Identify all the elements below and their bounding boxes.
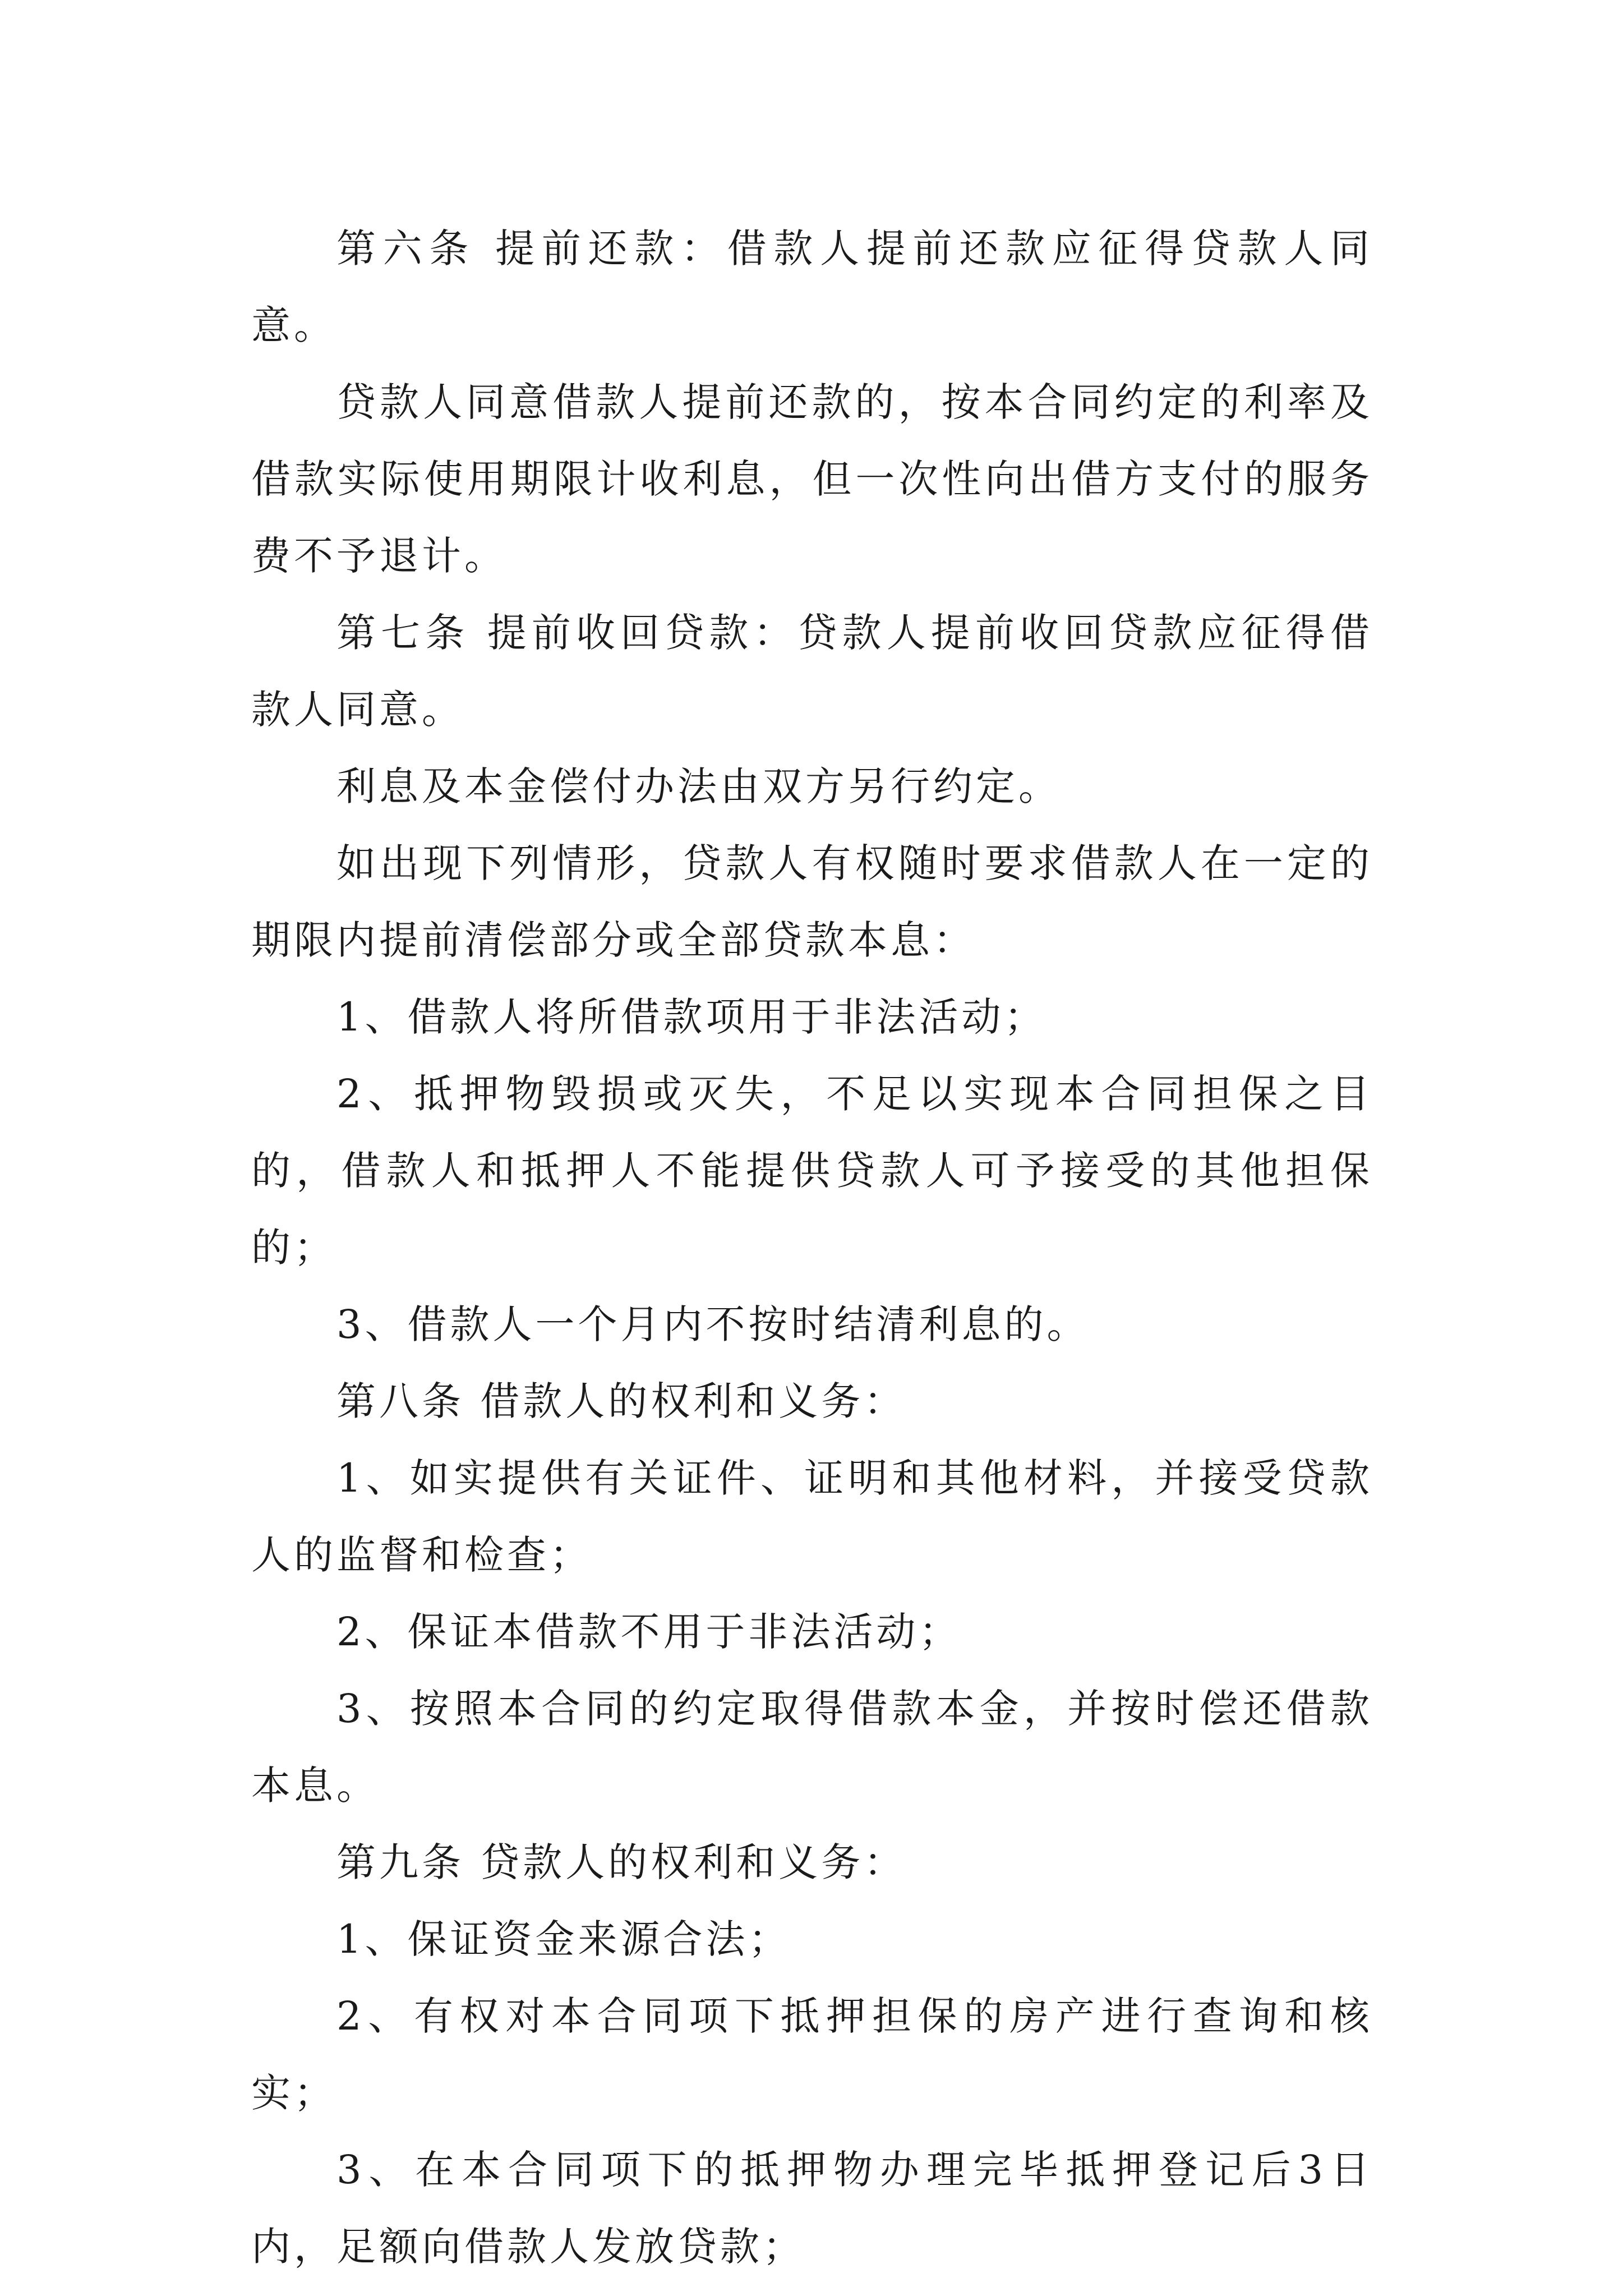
article-6-early-repayment: 第六条 提前还款：借款人提前还款应征得贷款人同意。 [251, 226, 1373, 348]
lender-duty-2: 2、有权对本合同项下抵押担保的房产进行查询和核实； [251, 1993, 1373, 2116]
article-8-borrower-rights: 第八条 借款人的权利和义务： [336, 1378, 907, 1424]
borrower-duty-3: 3、按照本合同的约定取得借款本金，并按时偿还借款本息。 [251, 1686, 1373, 1809]
condition-item-3: 3、借款人一个月内不按时结清利息的。 [336, 1301, 1090, 1347]
lender-duty-1: 1、保证资金来源合法； [336, 1916, 791, 1962]
condition-item-2: 2、抵押物毁损或灭失，不足以实现本合同担保之目的，借款人和抵押人不能提供贷款人可予接受的其他担保的； [251, 1071, 1373, 1271]
early-settlement-conditions: 如出现下列情形，贷款人有权随时要求借款人在一定的期限内提前清偿部分或全部贷款本息： [251, 840, 1373, 963]
article-9-lender-rights: 第九条 贷款人的权利和义务： [336, 1839, 907, 1885]
document-body [251, 210, 1373, 2285]
article-7-early-recall: 第七条 提前收回贷款：贷款人提前收回贷款应征得借款人同意。 [251, 610, 1373, 733]
borrower-duty-2: 2、保证本借款不用于非法活动； [336, 1609, 962, 1655]
lender-duty-3: 3、在本合同项下的抵押物办理完毕抵押登记后3日内，足额向借款人发放贷款； [251, 2147, 1373, 2270]
repayment-method-clause: 利息及本金偿付办法由双方另行约定。 [336, 763, 1061, 809]
condition-item-1: 1、借款人将所借款项用于非法活动； [336, 994, 1047, 1040]
borrower-duty-1: 1、如实提供有关证件、证明和其他材料，并接受贷款人的监督和检查； [251, 1455, 1373, 1578]
early-repayment-interest-clause: 贷款人同意借款人提前还款的，按本合同约定的利率及借款实际使用期限计收利息，但一次性向出借方支付的服务费不予退计。 [251, 379, 1373, 579]
